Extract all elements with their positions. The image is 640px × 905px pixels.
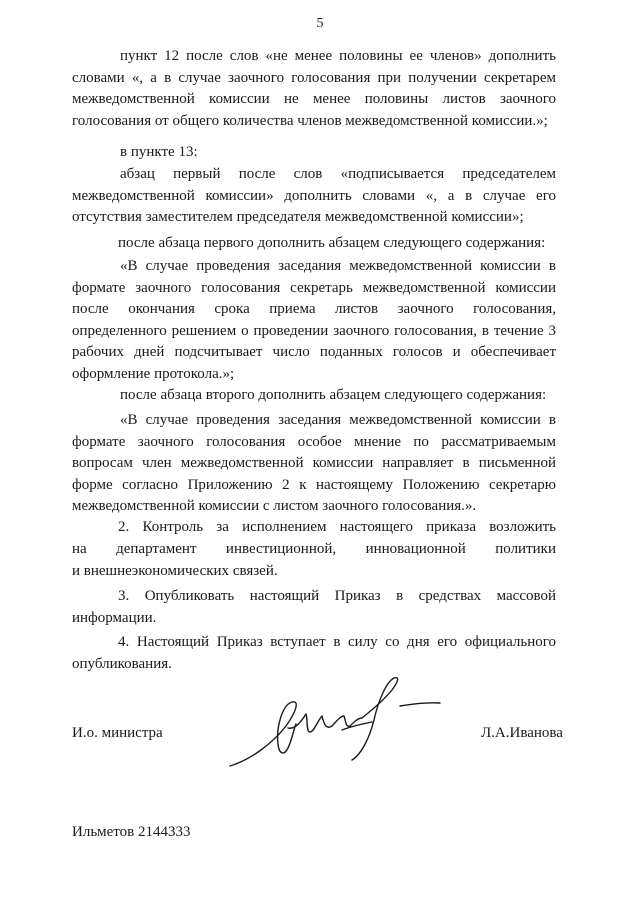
- paragraph-point-13-first-abzac: абзац первый после слов «подписывается председателем межведомственной комиссии» дополнить словами «, а в случае его отсутствия заместителем председателя межведомственной комиссии»;: [72, 166, 556, 225]
- paragraph-quote-special-opinion: «В случае проведения заседания межведомственной комиссии в формате заочного голосования особое мнение по рассматриваемым вопросам член межведомственной комиссии направляет в письменной форме согласно Приложению 2 к настоящему Положению секретарю межведомственной комиссии с листом заочного голосования.».: [72, 412, 556, 514]
- paragraph-point-12: пункт 12 после слов «не менее половины ее членов» дополнить словами «, а в случае заочного голосования при получении секретарем межведомственной комиссии не менее половины листов заочного голосования от общего количества членов межведомственной комиссии.»;: [72, 48, 556, 129]
- item-2-line-1: 2. Контроль за исполнением настоящего приказа возложить: [118, 519, 556, 535]
- paragraph-point-13-add-after-first: после абзаца первого дополнить абзацем следующего содержания:: [118, 235, 546, 251]
- item-2-line-2: на департамент инвестиционной, инновационной политики: [72, 541, 556, 557]
- item-4: 4. Настоящий Приказ вступает в силу со дня его официального опубликования.: [72, 634, 556, 672]
- paragraph-point-13-add-after-second: после абзаца второго дополнить абзацем следующего содержания:: [120, 387, 547, 403]
- signatory-name: Л.А.Иванова: [481, 725, 563, 741]
- signatory-position: И.о. министра: [72, 725, 163, 741]
- document-footer-executor: Ильметов 2144333: [72, 824, 191, 840]
- item-3: 3. Опубликовать настоящий Приказ в средствах массовой информации.: [72, 588, 556, 626]
- page-number: 5: [316, 16, 324, 31]
- paragraph-point-13-intro: в пункте 13:: [120, 144, 198, 160]
- paragraph-quote-secretary-count: «В случае проведения заседания межведомственной комиссии в формате заочного голосования секретарь межведомственной комиссии после окончания срока приема листов заочного голосования, определенного решением о проведении заочного голосования, в течение 3 рабочих дней подсчитывает число поданных голосов и обеспечивает оформление протокола.»;: [72, 258, 556, 382]
- item-2-line-3: и внешнеэкономических связей.: [72, 563, 278, 579]
- handwritten-signature: [222, 670, 452, 780]
